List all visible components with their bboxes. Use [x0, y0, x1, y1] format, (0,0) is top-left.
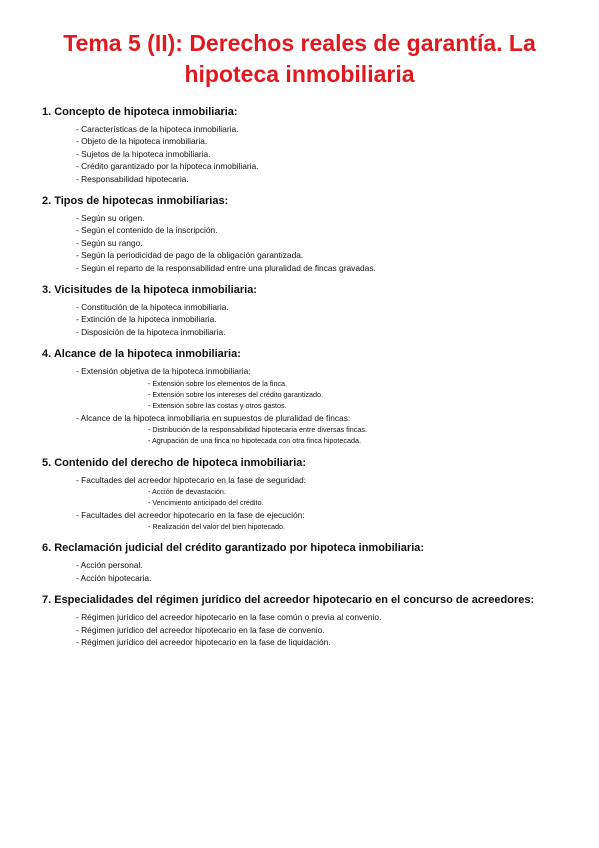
outline-item: - Según el contenido de la inscripción. — [76, 225, 218, 236]
outline-section — [40, 282, 559, 338]
title-line-2: hipoteca inmobiliaria — [184, 61, 415, 87]
outline-item: - Régimen jurídico del acreedor hipotecario en la fase de liquidación. — [76, 636, 331, 647]
section-item-list — [76, 365, 559, 446]
section-heading: 4. Alcance de la hipoteca inmobiliaria: — [42, 348, 241, 361]
page-title — [40, 28, 559, 90]
outline-item: - Objeto de la hipoteca inmobiliaria. — [76, 136, 208, 147]
outline-item: - Crédito garantizado por la hipoteca inmobiliaria. — [76, 161, 259, 172]
outline-item: - Características de la hipoteca inmobiliaria. — [76, 124, 239, 134]
outline-subitem-list — [148, 486, 559, 509]
outline-section — [40, 592, 559, 648]
outline-section — [40, 346, 559, 446]
outline-section — [40, 193, 559, 274]
outline-subitem: - Extensión sobre las costas y otros gastos. — [148, 401, 287, 411]
outline-item: - Disposición de la hipoteca inmobiliaria. — [76, 326, 226, 337]
outline-subitem: - Distribución de la responsabilidad hipotecaria entre diversas fincas. — [148, 424, 367, 434]
outline-item: - Responsabilidad hipotecaria. — [76, 173, 189, 184]
title-line-1: Tema 5 (II): Derechos reales de garantía. La — [63, 30, 536, 56]
section-heading: 3. Vicisitudes de la hipoteca inmobiliaria: — [42, 284, 257, 297]
outline-item: - Acción personal. — [76, 560, 143, 571]
outline-subitem: - Extensión sobre los elementos de la finca. — [148, 378, 288, 388]
outline-subitem: - Agrupación de una finca no hipotecada con otra finca hipotecada. — [148, 436, 361, 446]
outline-item: - Extinción de la hipoteca inmobiliaria. — [76, 314, 217, 325]
section-item-list — [76, 123, 559, 185]
outline-item: - Extensión objetiva de la hipoteca inmobiliaria: — [76, 366, 251, 377]
outline-item: - Sujetos de la hipoteca inmobiliaria. — [76, 148, 211, 159]
outline-item: - Régimen jurídico del acreedor hipotecario en la fase de convenio. — [76, 624, 325, 635]
section-heading: 7. Especialidades del régimen jurídico del acreedor hipotecario en el concurso de acreedores: — [42, 594, 535, 607]
outline-item: - Según la periodicidad de pago de la obligación garantizada. — [76, 250, 304, 261]
outline-item: - Régimen jurídico del acreedor hipotecario en la fase común o previa al convenio. — [76, 612, 382, 623]
outline-section — [40, 455, 559, 533]
outline-item: - Según su rango. — [76, 237, 143, 248]
outline-item: - Alcance de la hipoteca inmobiliaria en supuestos de pluralidad de fincas: — [76, 412, 351, 423]
section-heading: 6. Reclamación judicial del crédito garantizado por hipoteca inmobiliaria: — [42, 542, 425, 555]
outline-subitem-list — [148, 378, 559, 412]
section-item-list — [76, 301, 559, 338]
outline-subitem-list — [148, 424, 559, 447]
outline-item: - Facultades del acreedor hipotecario en la fase de seguridad: — [76, 474, 306, 485]
section-heading: 5. Contenido del derecho de hipoteca inmobiliaria: — [42, 456, 307, 469]
outline-subitem: - Realización del valor del bien hipotecado. — [148, 521, 286, 531]
section-item-list — [76, 611, 559, 648]
outline-section — [40, 540, 559, 584]
outline-subitem: - Vencimiento anticipado del crédito. — [148, 498, 264, 508]
outline-subitem: - Extensión sobre los intereses del crédito garantizado. — [148, 389, 323, 399]
section-item-list — [76, 212, 559, 274]
section-heading: 1. Concepto de hipoteca inmobiliaria: — [42, 106, 238, 118]
outline-subitem-list — [148, 521, 559, 532]
outline-item: - Facultades del acreedor hipotecario en la fase de ejecución: — [76, 509, 305, 520]
outline — [40, 104, 559, 648]
outline-subitem: - Acción de devastación. — [148, 486, 226, 496]
outline-item: - Acción hipotecaria. — [76, 572, 152, 583]
section-heading: 2. Tipos de hipotecas inmobiliarias: — [42, 195, 229, 208]
outline-item: - Según el reparto de la responsabilidad entre una pluralidad de fincas gravadas. — [76, 262, 376, 273]
section-item-list — [76, 474, 559, 533]
outline-section — [40, 104, 559, 185]
section-item-list — [76, 559, 559, 584]
outline-item: - Constitución de la hipoteca inmobiliaria. — [76, 302, 229, 313]
outline-item: - Según su origen. — [76, 213, 145, 224]
